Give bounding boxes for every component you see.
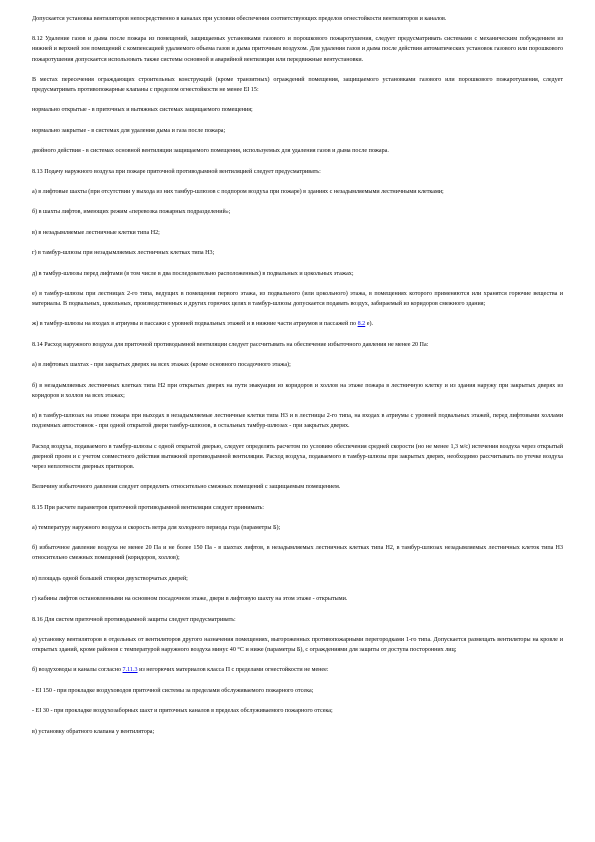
paragraph-8-16-b xyxy=(32,665,563,675)
paragraph-text-after: из негорючих материалов класса П с пределами огнестойкости не менее: xyxy=(137,667,329,674)
paragraph-text-after: е). xyxy=(365,321,374,328)
paragraph-8-13-v: в) в незадымляемые лестничные клетки типа Н2; xyxy=(32,229,160,236)
paragraph-8-14-v: в) в тамбур-шлюзах на этаже пожара при выходах в незадымляемые лестничные клетки типа Н3 и в лестницы 2-го типа, на входах в атриумы с уровней подвальных этажей, перед лифтовыми холлами подземных автостоянок - при одной открытой двери тамбур-шлюзов, в остальных тамбур-шлюзах - при закрытых дверях. xyxy=(32,413,563,430)
paragraph-8-14-a: а) в лифтовых шахтах - при закрытых дверях на всех этажах (кроме основного посадочного этажа); xyxy=(32,362,291,369)
paragraph-airflow-calculation: Расход воздуха, подаваемого в тамбур-шлюзы с одной открытой дверью, следует определять расчетом по условию обеспечения средней скорости (но не менее 1,3 м/с) истечения воздуха через открытый дверной проем и с учетом совместного действия вытяжной противодымной вентиляции. Расход воздуха, подаваемого в тамбур-шлюзы при закрытых дверях, необходимо рассчитывать по утечке воздуха через неплотности дверных притворов. xyxy=(32,443,563,470)
paragraph-normally-open: нормально открытые - в приточных и вытяжных системах защищаемого помещения; xyxy=(32,107,253,114)
paragraph-fan-installation: Допускается установка вентиляторов непосредственно в каналах при условии обеспечения соответствующих пределов огнестойкости вентиляторов и каналов. xyxy=(32,16,447,22)
paragraph-text: ж) в тамбур-шлюзы на входах в атриумы и пассажи с уровней подвальных этажей и в нижние части атриумов и пассажей по xyxy=(32,321,358,328)
paragraph-8-16-a: а) установку вентиляторов в отдельных от вентиляторов другого назначения помещениях, выгороженных противопожарными перегородками 1-го типа. Допускается размещать вентиляторы на кровле и открытых зданий, кроме районов с температурой наружного воздуха минус 40 °С и ниже (параметры Б), с ограждениями для защиты от доступа посторонних лиц; xyxy=(32,637,563,654)
paragraph-8-13-zh xyxy=(32,319,563,329)
paragraph-8-15-b: б) избыточное давление воздуха не менее 20 Па и не более 150 Па - в шахтах лифтов, в незадымляемых лестничных клетках типа Н2, в тамбур-шлюзах незадымляемых лестничных клеток типа Н3 относительно смежных помещений (коридоров, холлов); xyxy=(32,545,563,562)
paragraph-8-16: 8.16 Для систем приточной противодымной защиты следует предусматривать: xyxy=(32,616,236,623)
reference-link-7-11-3[interactable]: 7.11.3 xyxy=(122,667,138,674)
paragraph-fire-dampers: В местах пересечения ограждающих строительных конструкций (кроме транзитных) ограждений помещения, защищаемого установками газового или порошкового пожаротушения, следует предусматривать противопожарные клапаны с пределом огнестойкости не менее EI 15: xyxy=(32,76,563,94)
paragraph-pressure-value: Величину избыточного давления следует определять относительно смежных помещений с защищаемым помещением. xyxy=(32,484,341,491)
paragraph-8-15-v: в) площадь одной большей створки двухстворчатых дверей; xyxy=(32,575,188,582)
paragraph-8-13-b: б) в шахты лифтов, имеющих режим «перевозка пожарных подразделений»; xyxy=(32,209,231,216)
paragraph-8-13-a: а) в лифтовые шахты (при отсутствии у выхода из них тамбур-шлюзов с подпором воздуха при пожаре) в зданиях с незадымляемыми лестничными клетками; xyxy=(32,189,444,196)
paragraph-8-13-e: е) в тамбур-шлюзы при лестницах 2-го типа, ведущих в помещения первого этажа, из подвального (или цокольного) этажа, в помещениях которого применяются или хранятся горючие вещества и материалы. В подвальных, цокольных, производственных и других горючих целях в тамбур-шлюзы допускается подавать воздух, забираемый из коридоров смежного здания; xyxy=(32,290,563,308)
paragraph-8-16-v: в) установку обратного клапана у вентилятора; xyxy=(32,728,155,735)
paragraph-8-14: 8.14 Расход наружного воздуха для приточной противодымной вентиляции следует рассчитывать на обеспечение избыточного давления не менее 20 Па: xyxy=(32,341,429,348)
paragraph-8-13-g: г) в тамбур-шлюзы при незадымляемых лестничных клетках типа Н3; xyxy=(32,250,215,257)
paragraph-ei150: - EI 150 - при прокладке воздуховодов приточной системы за пределами обслуживаемого пожарного отсека; xyxy=(32,687,314,694)
paragraph-ei30: - EI 30 - при прокладке воздухозаборных шахт и приточных каналов в пределах обслуживаемого пожарного отсека; xyxy=(32,708,333,715)
paragraph-8-12: 8.12 Удаление газов и дыма после пожара из помещений, защищаемых установками газового и порошкового пожаротушения, следует предусматривать системами с механическим побуждением из нижней и верхней зон помещений с компенсацией удаляемого объема газов и дыма приточным воздухом. Для удаления газов и дыма после действия автоматических установок газового или порошкового пожаротушения допускается использовать также системы основной и аварийной вентиляции или передвижные вентустановки. xyxy=(32,36,563,63)
paragraph-8-13: 8.13 Подачу наружного воздуха при пожаре приточной противодымной вентиляцией следует предусматривать: xyxy=(32,168,321,175)
paragraph-8-14-b: б) в незадымляемых лестничных клетках типа Н2 при открытых дверях на пути эвакуации из коридоров и холлов на этаже пожара в лестничную клетку и из здания наружу при закрытых дверях из коридоров и холлов на всех этажах; xyxy=(32,382,563,399)
paragraph-text: б) воздуховоды и каналы согласно xyxy=(32,667,123,674)
paragraph-8-15: 8.15 При расчете параметров приточной противодымной вентиляции следует принимать: xyxy=(32,504,264,511)
reference-link-8-2[interactable]: 8.2 xyxy=(357,321,366,328)
paragraph-8-15-a: а) температуру наружного воздуха и скорость ветра для холодного периода года (параметры Б); xyxy=(32,524,281,531)
paragraph-normally-closed: нормально закрытые - в системах для удаления дыма и газа после пожара; xyxy=(32,127,226,134)
paragraph-8-13-d: д) в тамбур-шлюзы перед лифтами (в том числе в два последовательно расположенных) в подвальных и цокольных этажах; xyxy=(32,270,354,277)
paragraph-8-15-g: г) кабины лифтов остановленными на основном посадочном этаже, двери в лифтовую шахту на этом этаже - открытыми. xyxy=(32,596,348,603)
paragraph-double-action: двойного действия - в системах основной вентиляции защищаемого помещения, используемых для удаления газов и дыма после пожара. xyxy=(32,148,389,155)
